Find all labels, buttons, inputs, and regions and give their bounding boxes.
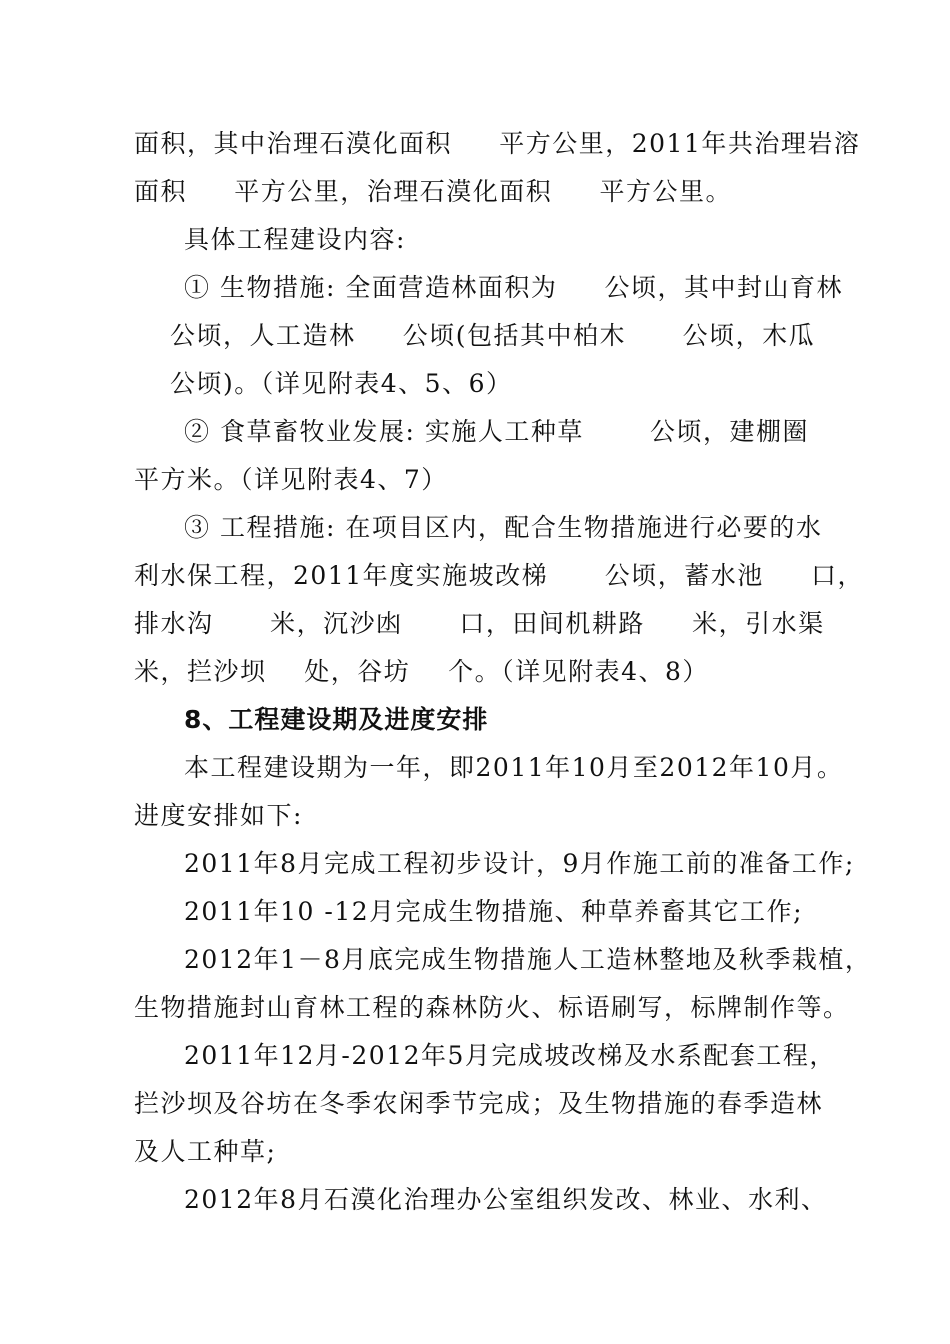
text-line-3: 具体工程建设内容: (184, 225, 406, 254)
text-line-9: ③ 工程措施: 在项目区内，配合生物措施进行必要的水 (184, 513, 823, 542)
text-line-18: 2012年1－8月底完成生物措施人工造林整地及秋季栽植， (184, 945, 872, 974)
text-line-12: 米，拦沙坝 处，谷坊 个。（详见附表4、8） (134, 657, 709, 686)
text-line-23: 2012年8月石漠化治理办公室组织发改、林业、水利、 (184, 1185, 828, 1214)
text-line-20: 2011年12月-2012年5月完成坡改梯及水系配套工程， (184, 1041, 836, 1070)
text-line-7: ② 食草畜牧业发展: 实施人工种草 公顷，建棚圈 (184, 417, 809, 446)
text-line-4: ① 生物措施: 全面营造林面积为 公顷，其中封山育林 (184, 273, 844, 302)
text-line-1: 面积，其中治理石漠化面积 平方公里，2011年共治理岩溶 (134, 129, 861, 158)
text-line-11: 排水沟 米，沉沙凼 口，田间机耕路 米，引水渠 (134, 609, 825, 638)
text-line-15: 进度安排如下: (134, 801, 303, 830)
text-line-8: 平方米。（详见附表4、7） (134, 465, 448, 494)
text-line-10: 利水保工程，2011年度实施坡改梯 公顷，蓄水池 口， (134, 561, 865, 590)
text-line-19: 生物措施封山育林工程的森林防火、标语刷写，标牌制作等。 (134, 993, 850, 1022)
text-line-17: 2011年10 -12月完成生物措施、种草养畜其它工作; (184, 897, 804, 926)
text-line-21: 拦沙坝及谷坊在冬季农闲季节完成；及生物措施的春季造林 (134, 1089, 824, 1118)
text-line-22: 及人工种草; (134, 1137, 277, 1166)
section-heading: 8、工程建设期及进度安排 (184, 705, 489, 734)
text-line-5: 公顷，人工造林 公顷(包括其中柏木 公顷，木瓜 (170, 321, 816, 350)
text-line-16: 2011年8月完成工程初步设计，9月作施工前的准备工作; (184, 849, 855, 878)
text-line-6: 公顷)。（详见附表4、5、6） (170, 369, 513, 398)
text-line-14: 本工程建设期为一年，即2011年10月至2012年10月。 (184, 753, 844, 782)
text-line-2: 面积 平方公里，治理石漠化面积 平方公里。 (134, 177, 732, 206)
